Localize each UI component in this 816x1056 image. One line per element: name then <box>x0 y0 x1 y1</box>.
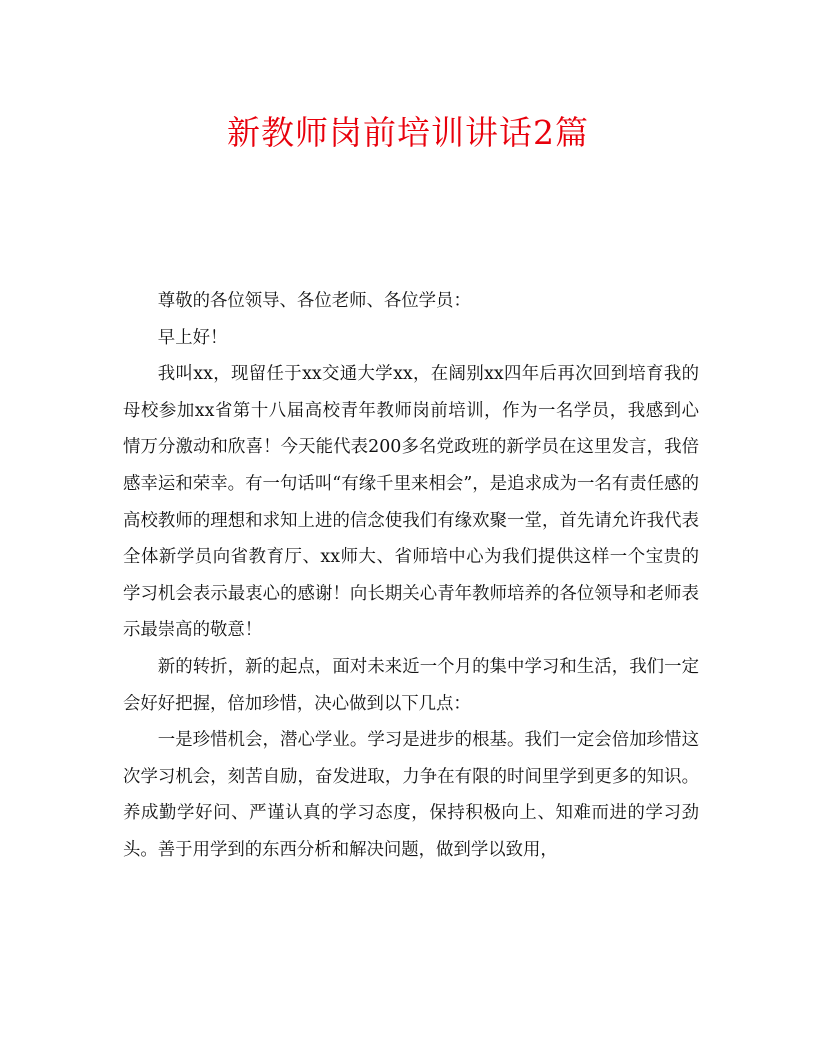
point-one-paragraph: 一是珍惜机会，潜心学业。学习是进步的根基。我们一定会倍加珍惜这次学习机会，刻苦自励，奋发进取，力争在有限的时间里学到更多的知识。养成勤学好问、严谨认真的学习态度，保持积极向上、知难而进的学习劲头。善于用学到的东西分析和解决问题，做到学以致用， <box>123 730 699 860</box>
introduction-paragraph: 我叫xx，现留任于xx交通大学xx，在阔别xx四年后再次回到培育我的母校参加xx省第十八届高校青年教师岗前培训，作为一名学员，我感到心情万分激动和欣喜！今天能代表200多名党政班的新学员在这里发言，我倍感幸运和荣幸。有一句话叫“有缘千里来相会”，是追求成为一名有责任感的高校教师的理想和求知上进的信念使我们有缘欢聚一堂，首先请允许我代表全体新学员向省教育厅、xx师大、省师培中心为我们提供这样一个宝贵的学习机会表示最衷心的感谢！向长期关心青年教师培养的各位领导和老师表示最崇高的敬意！ <box>123 364 699 641</box>
document-title: 新教师岗前培训讲话2篇 <box>227 113 589 152</box>
greeting-paragraph: 尊敬的各位领导、各位老师、各位学员： <box>157 291 471 311</box>
transition-paragraph: 新的转折，新的起点，面对未来近一个月的集中学习和生活，我们一定会好好把握，倍加珍惜，决心做到以下几点： <box>123 656 699 714</box>
document-body <box>123 283 699 869</box>
salutation-paragraph: 早上好！ <box>157 327 228 348</box>
